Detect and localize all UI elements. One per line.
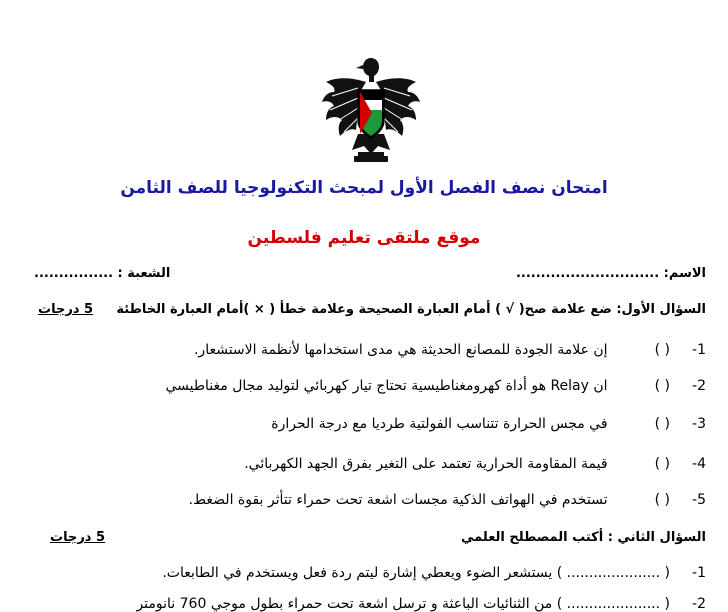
question-2-marks: 5 درجات xyxy=(50,530,106,545)
item-number: 4- xyxy=(692,456,706,472)
q1-item xyxy=(194,342,706,358)
item-number: 2- xyxy=(692,596,706,612)
palestine-eagle-emblem-icon xyxy=(318,52,424,164)
item-number: 5- xyxy=(692,492,706,508)
item-text: يستشعر الضوء ويعطي إشارة ليتم ردة فعل ويستخدم في الطابعات. xyxy=(162,565,553,581)
item-text: تستخدم في الهواتف الذكية مجسات اشعة تحت حمراء تتأثر بقوة الضغط. xyxy=(188,492,608,508)
question-1-marks: 5 درجات xyxy=(38,302,94,317)
item-number: 1- xyxy=(692,342,706,358)
answer-box[interactable]: ( ) xyxy=(654,456,670,472)
item-number: 1- xyxy=(692,565,706,581)
question-1-heading: السؤال الأول: ضع علامة صح( √ ) أمام العبارة الصحيحة وعلامة خطأ ( × )أمام العبارة الخاطئة xyxy=(116,302,706,317)
exam-title: امتحان نصف الفصل الأول لمبحث التكنولوجيا للصف الثامن xyxy=(120,178,608,198)
site-name: موقع ملتقى تعليم فلسطين xyxy=(247,228,481,248)
item-number: 2- xyxy=(692,378,706,394)
q1-item xyxy=(244,456,706,472)
question-2-heading: السؤال الثاني : أكتب المصطلح العلمي xyxy=(461,530,706,545)
answer-blank[interactable]: ( ..................... ) xyxy=(556,596,670,612)
item-number: 3- xyxy=(692,416,706,432)
student-name-field[interactable]: الاسم: ............................. xyxy=(515,266,706,281)
item-text: إن علامة الجودة للمصانع الحديثة هي مدى استخدامها لأنظمة الاستشعار. xyxy=(193,342,608,358)
item-text: ان Relay هو أداة كهرومغناطيسية تحتاج تيار كهربائي لتوليد مجال مغناطيسي xyxy=(165,378,608,394)
answer-box[interactable]: ( ) xyxy=(654,492,670,508)
q1-item xyxy=(189,492,706,508)
item-text: في مجس الحرارة تتناسب الفولتية طرديا مع درجة الحرارة xyxy=(271,416,608,432)
item-text: قيمة المقاومة الحرارية تعتمد على التغير بفرق الجهد الكهربائي. xyxy=(244,456,608,472)
answer-box[interactable]: ( ) xyxy=(654,342,670,358)
student-section-field[interactable]: الشعبة : ................ xyxy=(34,266,171,281)
answer-blank[interactable]: ( ..................... ) xyxy=(556,565,670,581)
answer-box[interactable]: ( ) xyxy=(654,416,670,432)
q1-item xyxy=(166,378,706,394)
q2-item xyxy=(162,565,706,581)
answer-box[interactable]: ( ) xyxy=(654,378,670,394)
q1-item xyxy=(271,416,706,432)
item-text: من الثنائيات الباعثة و ترسل اشعة تحت حمراء بطول موجي 760 نانومتر xyxy=(136,596,553,612)
